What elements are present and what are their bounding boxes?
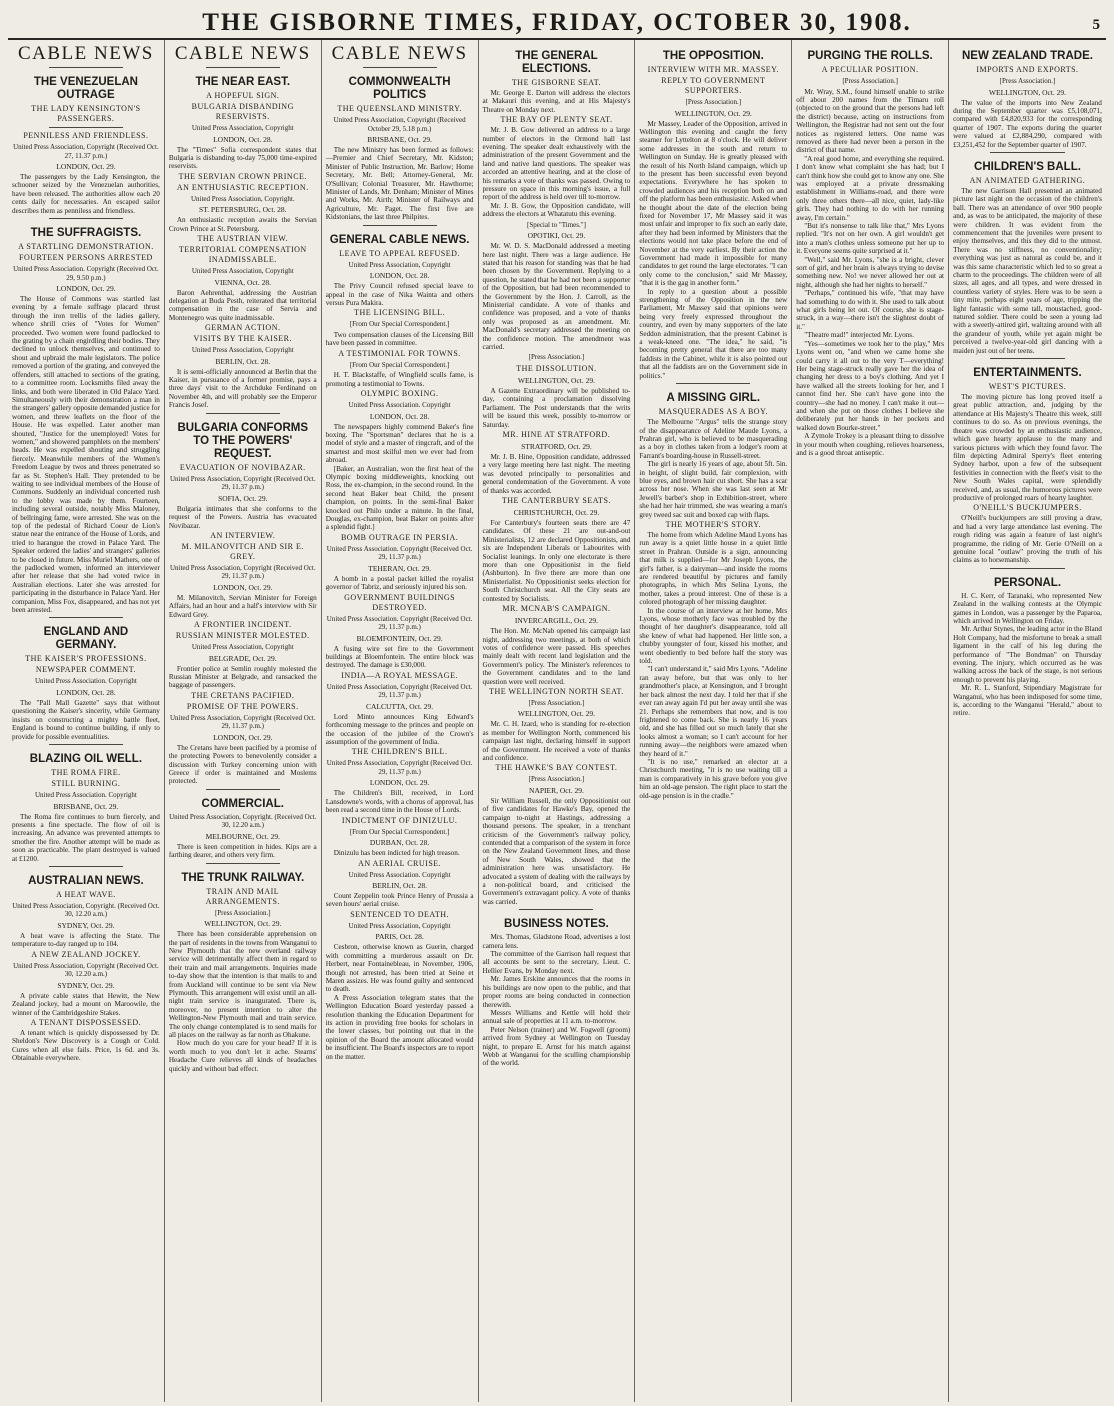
article-subheading: INDIA—A ROYAL MESSAGE. bbox=[341, 670, 458, 680]
section-banner: CABLE NEWS bbox=[174, 43, 311, 64]
dateline: NAPIER, Oct. 29. bbox=[529, 785, 584, 795]
press-credit: United Press Association. Copyright bbox=[348, 870, 451, 879]
article-paragraph: In reply to a question about a possible strengthening of the Opposition in the new Parliament, Mr Massey said that opinions were being very freely expressed throughout the country, and even by many supporters of the late Seddon administration, that the present Cabinet is a weak-kneed one. "The idea," he said, "is becoming pretty general that there are too many faddists in the Cabinet, while it is also pointed out that all the faddists are on the Government side in politics." bbox=[639, 287, 788, 380]
article-subheading: TERRITORIAL COMPENSATION INADMISSABLE. bbox=[178, 245, 307, 265]
press-credit: [Press Association.] bbox=[528, 698, 585, 707]
press-credit: United Press Association, Copyright bbox=[348, 921, 451, 930]
article-subheading: AN AERIAL CRUISE. bbox=[358, 858, 442, 868]
article-headline: THE SUFFRAGISTS. bbox=[30, 227, 142, 240]
article-paragraph: Bulgaria intimates that she conforms to the request of the Powers. Austria has evacuated Novibazar. bbox=[168, 504, 317, 530]
article-headline: GENERAL CABLE NEWS. bbox=[329, 233, 470, 246]
article-paragraph: Mr. C. H. Izard, who is standing for re-election as member for Wellington North, commenced his campaign last night, declaring himself in support of the Government. He received a vote of thanks and confidence. bbox=[482, 720, 631, 763]
article-subheading: THE DISSOLUTION. bbox=[516, 363, 597, 373]
article-headline: ENGLAND AND GERMANY. bbox=[43, 626, 129, 652]
article-paragraph: The Children's Bill, received, in Lord Lansdowne's words, with a chorus of approval, has been read a second time in the House of Lords. bbox=[325, 789, 474, 815]
press-credit: United Press Association, Copyright (Received Oct. 29, 11.37 p.m.) bbox=[326, 682, 473, 700]
dateline: VIENNA, Oct. 28. bbox=[214, 277, 271, 287]
press-credit: United Press Association. Copyright (Received Oct. 29, 9.50 p.m.) bbox=[13, 265, 159, 282]
article-paragraph: The new Ministry has been formed as follows:—Premier and Chief Secretary, Mr. Kidston; Minister of Public Instruction, Mr. Barlow; Home Secretary, Mr. Bell; Attorney-General, Mr. O'Sullivan; Colonial Treasurer, Mr. Hawthorne; Minister of Lands, Mr. Denham; Minister of Mines and Works, Mr. Airth; Minister of Railways and Agriculture, Mr. Paget. The first five are Kidstonians, the last three Philpites. bbox=[325, 146, 474, 222]
press-credit: [Press Association.] bbox=[214, 908, 271, 917]
press-credit: United Press Association, Copyright (Received Oct. 30, 12.20 a.m.) bbox=[13, 961, 159, 979]
article-paragraph: H. T. Blackstaffe, of Wingfield sculls fame, is promoting a testimonial to Towns. bbox=[325, 371, 474, 388]
article-paragraph: A Zymole Trokey is a pleasant thing to dissolve in your mouth when coughing, relieves hoarseness, and is a good throat antiseptic. bbox=[796, 432, 945, 457]
article-subheading: RUSSIAN MINISTER MOLESTED. bbox=[175, 631, 310, 641]
divider bbox=[206, 863, 280, 864]
article-headline: PERSONAL. bbox=[993, 576, 1062, 589]
article-headline: BUSINESS NOTES. bbox=[504, 918, 609, 931]
article-subheading: O'NEILL'S BUCKJUMPERS. bbox=[973, 503, 1082, 513]
article-paragraph: There has been considerable apprehension on the part of residents in the towns from Wanganui to New Plymouth that the new overland railway service will detrimentally affect them in regard to their train and mail arrangements. Inquiries made to-day show that the intention is that mails to and from Auckland will continue to be sent via New Plymouth. This arrangement will exist until an all-night train service is inaugurated. There is, moreover, no present intention to alter the Wellington-New Plymouth mail and train service. The only change contemplated is to send mails for all places on the railway as far north as Ohakune. bbox=[168, 930, 317, 1040]
article-paragraph: "Theatre mad!" interjected Mr. Lyons. bbox=[804, 331, 914, 340]
divider bbox=[363, 225, 437, 226]
article-subheading: BOMB OUTRAGE IN PERSIA. bbox=[340, 532, 459, 542]
press-credit: United Press Association, Copyright (Received October 29, 5.18 p.m.) bbox=[333, 116, 466, 133]
article-paragraph: Mrs. Thomas, Gladstone Road, advertises a lost camera lens. bbox=[482, 933, 631, 950]
article-subheading: MASQUERADES AS A BOY. bbox=[658, 407, 768, 417]
article-paragraph: "Well," said Mr. Lyons, "she is a bright, clever sort of girl, and her brain is always trying to devise something new. No! we never allowed her out at night, although she had her nights to herself." bbox=[796, 255, 945, 289]
article-subheading: M. MILANOVITCH AND SIR E. GREY. bbox=[181, 541, 304, 561]
page-number: 5 bbox=[1092, 17, 1100, 33]
article-subheading: IMPORTS AND EXPORTS. bbox=[976, 65, 1079, 74]
article-subheading: GOVERNMENT BUILDINGS DESTROYED. bbox=[344, 592, 456, 612]
dateline: LONDON, Oct. 29. bbox=[56, 284, 116, 294]
dateline: LONDON, Oct. 29. bbox=[213, 732, 273, 742]
article-subheading: THE QUEENSLAND MINISTRY. bbox=[337, 104, 462, 113]
dateline: LONDON, Oct. 28. bbox=[213, 134, 273, 144]
dateline: INVERCARGILL, Oct. 29. bbox=[514, 616, 599, 626]
article-subheading: VISITS BY THE KAISER. bbox=[193, 334, 293, 344]
divider bbox=[49, 866, 123, 867]
article-paragraph: The moving picture has long proved itself a great public attraction, and, judging by the attendance at His Majesty's Theatre this week, still continues to do so. As on previous evenings, the theatre was crowded by an enthusiastic audience, which gave hearty applause to the many and various pictures with which they found favor. The film depicting Admiral Sperry's fleet entering Sydney harbor, upon a few of the subsequent festivities in connection with the fleet's visit to the New South Wales capital, were splendidly received, and, as usual, the humorous pictures were productive of prolonged roars of hearty laughter. bbox=[953, 393, 1102, 502]
dateline: LONDON, Oct. 29. bbox=[213, 582, 273, 592]
article-paragraph: M. Milanovitch, Servian Minister for Foreign Affairs, had an hour and a half's interview with Sir Edward Grey. bbox=[168, 593, 317, 619]
press-credit: [Press Association.] bbox=[528, 353, 585, 362]
article-paragraph: The "Pall Mall Gazette" says that without questioning the Kaiser's sincerity, while Germany insists on constructing a mighty battle fleet, England is bound to continue building, if only to provide for possible eventualities. bbox=[12, 698, 160, 741]
article-paragraph: For Canterbury's fourteen seats there are 47 candidates. Of these 21 are out-and-out Ministerialists, 12 are declared Oppositionists, and six are Independent Liberals or Labourites with Socialist leanings. In only one electorate is there more than one Oppositionist in the field (Ashburton). In five there are more than one Ministerialist. No Oppositionist seeks election for South Christchurch seat. All the City seats are contested by Socialists. bbox=[482, 519, 631, 603]
press-credit: United Press Association, Copyright bbox=[191, 643, 294, 652]
article-paragraph: The Melbourne "Argus" tells the strange story of the disappearance of Adeline Maude Lyons, a Prahran girl, who is believed to be masquerading as a boy in clothes taken from a lodger's room at Farrant's boarding-house in Russell-street. bbox=[639, 418, 788, 460]
article-paragraph: Two compensation clauses of the Licensing Bill have been passed in committee. bbox=[325, 330, 474, 348]
press-credit: United Press Association, Copyright (Received Oct. 29, 11.37 p.m.) bbox=[169, 713, 316, 731]
divider bbox=[990, 152, 1064, 153]
article-subheading: THE CRETANS PACIFIED. bbox=[191, 690, 295, 700]
article-paragraph: Mr. Arthur Stynes, the leading actor in the Bland Holt Company, had the misfortune to break a small ligament in the calf of his leg during the performance of "The Bondman" on Thursday evening. The injury, which occurred as he was walking across the back of the stage, is not serious enough to prevent his playing. bbox=[953, 625, 1102, 684]
article-paragraph: A tenant which is quickly dispossessed by Dr. Sheldon's New Discovery is a Cough or Cold. Cures when all else fails. Price, 1s 6d. and 3s. Obtainable everywhere. bbox=[12, 1028, 160, 1063]
press-credit: United Press Association, Copyright bbox=[191, 267, 294, 276]
article-paragraph: The girl is nearly 16 years of age, about 5ft. 5in. in height, of slight build, fair complexion, with blue eyes, and brown hair cut short. She has a scar across her nose. When she was last seen at Mr Jewell's barber's shop in Exhibition-street, where she had her hair trimmed, she was wearing a man's grey tweed sac suit and boxed cap with flaps. bbox=[639, 460, 788, 519]
press-credit: United Press Association. Copyright (Received Oct. 29, 11.37 p.m.) bbox=[326, 614, 473, 632]
divider bbox=[206, 789, 280, 790]
article-subheading: NEWSPAPER COMMENT. bbox=[35, 665, 136, 675]
article-paragraph: O'Neill's buckjumpers are still proving a draw, and had a very large attendance last evening. The rough riding was again a feature of last night's programme, the riding of Mr. Gerie O'Neill on a genuine local "outlaw" proving the truth of his claims as to horsemanship. bbox=[953, 514, 1102, 565]
divider bbox=[49, 127, 123, 128]
article-subheading: INTERVIEW WITH MR. MASSEY. bbox=[647, 65, 779, 74]
dateline: STRATFORD, Oct. 29. bbox=[521, 442, 592, 451]
press-credit: [From Our Special Correspondent.] bbox=[349, 827, 450, 836]
newspaper-column bbox=[8, 40, 165, 1402]
article-paragraph: The House of Commons was startled last evening by a female suffrage placard thrust through the iron trellis of the ladies gallery, whence shrill cries of "Votes for Women" proceeded. Two women were found padlocked to the grating by a chain engirdling their bodies. They declined to unlock themselves, and continued to shout and upbraid the male legislators. The police removed a portion of the grating, and conveyed the offenders, still attached to sections of the grating, to a committee room. Locksmiths filed away the links, and both were liberated in Old Palace Yard. Simultaneously with their demonstration a man in the strangers' gallery opposite demanded justice for women, and threw leaflets on the floor of the House. He was expelled. Later another man shouted, "Justice for the unemployed! Votes for women," and showered pamphlets on the members' heads. He was expelled shouting and struggling fiercely. Meanwhile members of the Women's Freedom League by twos and threes penetrated so far as St. Stephen's Hall. They pretended to be waiting to see individual members of the House of Commons. Suddenly an individual concerted rush to the lobby was made by them. Fourteen, including several outside, notably Miss Maloney, of bellringing fame, were arrested. She was on the top of the pedestal of Richard Coeur de Lion's statue near the entrance of the House of Lords, and tried to harangue the crowd in Palace Yard. The Speaker ordered the ladies' and strangers' galleries to be closed in future. Miss Muriel Mathers, one of the padlocked women, informed an interviewer after her release that she had voted twice in Australian elections. Later she was arrested for participating in the disturbance in Palace Yard. Her companion, Miss Fox, disappeared, and has not yet been arrested. bbox=[12, 295, 160, 615]
press-credit: United Press Association. Copyright bbox=[34, 791, 137, 799]
press-credit: United Press Association. Copyright (Received Oct. 29, 11.37 p.m.) bbox=[326, 544, 473, 562]
article-subheading: THE ROMA FIRE. bbox=[51, 768, 121, 777]
article-subheading: STILL BURNING. bbox=[51, 779, 121, 788]
columns-container bbox=[8, 40, 1106, 1402]
article-paragraph: A Gazette Extraordinary will be published to-day, containing a proclamation dissolving Parliament. The Post understands that the writs will be issued this week, possibly to-morrow or Saturday. bbox=[482, 386, 631, 429]
article-headline: CHILDREN'S BALL. bbox=[974, 160, 1081, 173]
article-subheading: PROMISE OF THE POWERS. bbox=[186, 701, 299, 711]
article-subheading: REPLY TO GOVERNMENT SUPPORTERS. bbox=[661, 76, 766, 95]
divider bbox=[990, 358, 1064, 359]
article-paragraph: There is keen competition in hides. Kips are a farthing dearer, and others very firm. bbox=[168, 842, 317, 860]
divider bbox=[206, 67, 280, 68]
article-paragraph: Count Zeppelin took Prince Henry of Prussia a seven hours' aerial cruise. bbox=[325, 892, 474, 909]
article-headline: THE GENERAL ELECTIONS. bbox=[515, 50, 598, 75]
press-credit: United Press Association, Copyright (Received Oct. 29, 11.37 p.m.) bbox=[169, 474, 316, 492]
article-headline: BULGARIA CONFORMS TO THE POWERS' REQUEST. bbox=[177, 421, 309, 460]
article-subheading: THE KAISER'S PROFESSIONS. bbox=[25, 654, 147, 664]
article-paragraph: The Roma fire continues to burn fiercely, and presents a fine spectacle. The flow of oil is increasing. An advance was prevented attempts to smother the fire. Another attempt will be made as soon as practicable. The plant destroyed is valued at £1200. bbox=[12, 812, 160, 863]
dateline: OPOTIKI, Oct. 29. bbox=[527, 231, 586, 241]
article-subheading: A TESTIMONIAL FOR TOWNS. bbox=[338, 348, 461, 358]
article-subheading: THE SERVIAN CROWN PRINCE. bbox=[178, 171, 307, 181]
article-paragraph: A Press Association telegram states that the Wellington Education Board yesterday passed a resolution thanking the Education Department for its action in providing free books for scholars in the lower classes, but pointing out that in the opinion of the Board the amount allocated would be insufficient. The Board's inspectors are to report on the matter. bbox=[325, 993, 474, 1061]
article-subheading: THE GISBORNE SEAT. bbox=[511, 78, 601, 87]
press-credit: United Press Association, Copyright bbox=[191, 346, 294, 355]
article-paragraph: Peter Nelson (trainer) and W. Fogwell (groom) arrived from Sydney at Wellington on Tuesday night, to prepare E. Arnst for his match against Webb at Wanganui for the sculling championship of the world. bbox=[482, 1025, 631, 1068]
dateline: TEHERAN, Oct. 29. bbox=[368, 563, 431, 573]
article-subheading: EVACUATION OF NOVIBAZAR. bbox=[179, 462, 306, 472]
article-paragraph: An enthusiastic reception awaits the Servian Crown Prince at St. Petersburg. bbox=[168, 216, 317, 233]
article-paragraph: Mr. George E. Darton will address the electors at Makauri this evening, and at His Majesty's Theatre on Monday next. bbox=[482, 89, 631, 114]
newspaper-column bbox=[635, 40, 792, 1402]
article-subheading: AN ENTHUSIASTIC RECEPTION. bbox=[176, 182, 309, 192]
article-paragraph: "I can't understand it," said Mrs Lyons. "Adeline ran away before, but that was only to her grandmother's place, at Kensington, and I brought her back almost the next day. I told her that if she ever ran away again I'd put her away until she was 21. Perhaps she remembers that now, and is too frightened to come back. She is nearly 16 years old, and she has filled out so much lately that she looks almost a woman; so I can't account for her running away—the neighbors were amazed when they heard of it." bbox=[639, 665, 788, 758]
section-banner: CABLE NEWS bbox=[17, 43, 154, 64]
article-paragraph: [Baker, an Australian, won the first heat of the Olympic boxing middleweights, knocking out Ross, the ex-champion, in the second round. In the second heat Baker beat Child, the present champion, on points. In the semi-final Baker knocked out Philo under a minute. In the final, Douglas, ex-champion, beat Baker on points after a splendid fight.] bbox=[325, 464, 474, 532]
article-subheading: AN ANIMATED GATHERING. bbox=[969, 175, 1086, 185]
dateline: ST. PETERSBURG, Oct. 28. bbox=[198, 205, 287, 215]
article-headline: AUSTRALIAN NEWS. bbox=[28, 874, 144, 887]
article-headline: COMMONWEALTH POLITICS bbox=[348, 76, 451, 101]
dateline: CALCUTTA, Oct. 29. bbox=[366, 701, 434, 711]
article-subheading: A PECULIAR POSITION. bbox=[821, 65, 919, 74]
article-paragraph: Frontier police at Semlin roughly molested the Russian Minister at Belgrade, and ransacked the baggage of passengers. bbox=[168, 664, 317, 690]
dateline: SOFIA, Oct. 29. bbox=[218, 493, 268, 503]
article-paragraph: It is semi-officially announced at Berlin that the Kaiser, in pursuance of a former promise, pays a three days' visit to the Archduke Ferdinand on November 4th, and will probably see the Emperor Francis Josef. bbox=[168, 367, 317, 410]
divider bbox=[990, 568, 1064, 569]
article-paragraph: Mr. J. B. Gow, the Opposition candidate, will address the electors at Whatatutu this evening. bbox=[482, 201, 631, 219]
dateline: DURBAN, Oct. 28. bbox=[369, 838, 430, 848]
article-subheading: THE HAWKE'S BAY CONTEST. bbox=[495, 763, 618, 773]
divider bbox=[519, 909, 593, 910]
article-subheading: THE AUSTRIAN VIEW. bbox=[197, 234, 289, 244]
article-paragraph: A bomb in a postal packet killed the royalist governor of Tabriz, and seriously injured his son. bbox=[325, 574, 474, 592]
press-credit: [Press Association.] bbox=[842, 77, 898, 85]
article-paragraph: "A real good home, and everything she required. I don't know what complaint she has had; but I can't think how she could get to know any one. She was employed at a private dressmaking establishment in Williams-road, and there were only three others there—all nice, quiet, lady-like girls. They had nothing to do with her running away, I'm certain." bbox=[796, 154, 945, 222]
article-paragraph: In the course of an interview at her home, Mrs Lyons, whose motherly face was troubled by the thought of her daughter's disappearance, told all she knew of what had happened. Her little son, a chubby youngster of four, kissed his mother, and went obediently to bed before half the story was told. bbox=[639, 606, 788, 666]
article-paragraph: Mr. R. L. Stanford, Stipendiary Magistrate for Wanganui, who has been indisposed for some time, is, according to the Wanganui "Herald," about to retire. bbox=[953, 684, 1102, 718]
article-paragraph: Cesbron, otherwise known as Guerin, charged with committing a murderous assault on Dr. Herbert, near Fontainebleau, in November, 1906, though not arrested, has been tried at Seine et Maren assizes. He was found guilty and sentenced to death. bbox=[325, 943, 474, 994]
article-subheading: MR. HINE AT STRATFORD. bbox=[502, 430, 611, 439]
dateline: BELGRADE, Oct. 29. bbox=[208, 653, 277, 663]
divider bbox=[363, 67, 437, 68]
article-headline: ENTERTAINMENTS. bbox=[973, 367, 1082, 380]
newspaper-column bbox=[949, 40, 1106, 1402]
press-credit: [Press Association.] bbox=[999, 77, 1056, 85]
press-credit: [Press Association.] bbox=[528, 775, 585, 784]
dateline: SYDNEY, Oct. 29. bbox=[57, 920, 115, 930]
article-paragraph: "It is no use," remarked an elector at a Christchurch meeting, "it is no use waiting till a man is comparatively in his grave before you give him an old-age pension. The right place to start the old-age pension is in the cradle." bbox=[639, 757, 788, 800]
article-headline: THE VENEZUELAN OUTRAGE bbox=[33, 76, 138, 101]
press-credit: United Press Association, Copyright (Received Oct. 29, 11.37 p.m.) bbox=[169, 563, 316, 581]
article-subheading: A HOPEFUL SIGN. bbox=[206, 91, 280, 100]
masthead bbox=[8, 4, 1106, 40]
article-paragraph: Baron Aehrenthal, addressing the Austrian delegation at Buda Pesth, reiterated that territorial compensation in the case of Servia and Montenegro was quite inadmissable. bbox=[168, 288, 317, 322]
article-subheading: A HEAT WAVE. bbox=[56, 889, 116, 899]
article-subheading: THE BAY OF PLENTY SEAT. bbox=[500, 115, 613, 125]
section-banner: CABLE NEWS bbox=[331, 43, 468, 64]
dateline: WELLINGTON, Oct. 29. bbox=[517, 375, 596, 385]
article-paragraph: H. C. Kerr, of Taranaki, who represented New Zealand in the walking contests at the Olympic games in London, was a passenger by the Paparoa, which arrived in Wellington on Friday. bbox=[953, 591, 1102, 625]
press-credit: United Press Association, Copyright. bbox=[190, 194, 295, 203]
article-subheading: WEST'S PICTURES. bbox=[988, 382, 1067, 392]
press-credit: [From Our Special Correspondent.] bbox=[349, 320, 450, 329]
article-paragraph: Mr. James Erskine announces that the rooms in his buildings are now open to the public, and that proper rooms are being conducted in connection therewith. bbox=[482, 975, 631, 1009]
article-headline: COMMERCIAL. bbox=[201, 797, 284, 810]
press-credit: United Press Association, Copyright (Received Oct. 27, 11.37 p.m.) bbox=[13, 143, 159, 160]
article-paragraph: The Privy Council refused special leave to appeal in the case of Nika Wainta and others versus Pura Makira. bbox=[325, 282, 474, 307]
article-paragraph: The Hon. Mr. McNab opened his campaign last night, addressing two meetings, at both of which votes of confidence were passed. His speeches mainly dealt with recent land legislation and the Government's policy. The Minister's references to the Government candidates and to the land question were well received. bbox=[482, 627, 631, 686]
article-subheading: THE CHILDREN'S BILL. bbox=[351, 747, 448, 757]
article-headline: THE NEAR EAST. bbox=[195, 76, 291, 88]
article-paragraph: "But it's nonsense to talk like that," Mrs Lyons replied. "It's not on her own. A girl wouldn't get into a man's clothes unless someone put her up to it. Everyone seems quite surprised at it." bbox=[796, 222, 945, 256]
press-credit: United Press Association. Copyright bbox=[348, 401, 451, 409]
article-paragraph: Lord Minto announces King Edward's forthcoming message to the princes and people on the occasion of the jubilee of the Crown's assumption of the government of India. bbox=[325, 712, 474, 747]
article-subheading: LEAVE TO APPEAL REFUSED. bbox=[339, 248, 460, 258]
article-paragraph: Mr. W. D. S. MacDonald addressed a meeting here last night. There was a large audience. He stated that his reason for standing was that he had been chosen by the Government. Replying to a question, he stated that he had not been a supporter of the Opposition, but had been recommended to the Government by the Hon. J. Carroll, as the Ministerial candidate. A vote of thanks and confidence was proposed, and a vote of thanks only was proposed as an amendment. Mr. MacDonald's secretary addressed the meeting on the confidence motion. The amendment was carried. bbox=[482, 242, 631, 352]
article-subheading: GERMAN ACTION. bbox=[205, 323, 281, 333]
article-paragraph: Mr. J. B. Gow delivered an address to a large number of electors in the Ormond hall last evening. The speaker dealt exhaustively with the administration of the present Government and the land and native land questions. The speaker was accorded an attentive hearing, and at the close of his remarks a vote of thanks was passed. Owing to pressure on space in this morning's issue, a full report of the address is held over till to-morrow. bbox=[482, 126, 631, 202]
article-paragraph: Dinizulu has been indicted for high treason. bbox=[333, 849, 460, 858]
dateline: LONDON, Oct. 28. bbox=[369, 271, 430, 281]
newspaper-column bbox=[322, 40, 479, 1402]
press-credit: [Press Association.] bbox=[685, 98, 742, 106]
article-headline: THE TRUNK RAILWAY. bbox=[181, 871, 305, 884]
article-paragraph: Mr. J. B. Hine, Opposition candidate, addressed a very large meeting here last night. The meeting was devoted principally to personalities and general condemnation of the Government. A vote of thanks was accorded. bbox=[482, 453, 631, 495]
article-paragraph: "Yes—sometimes we took her to the play," Mrs Lyons went on, "and when we came home she could carry it all out to the very T—everything! Her being stage-struck really gave her the idea of changing her dress to a boy's clothing. And yet I have walked all the streets looking for her, and I cannot find her. She can't have gone into the country—she had no money. I can't make it out—and when she put on those clothes I believe she deliberately put her hands in her pockets and walked down Bourke-street." bbox=[796, 339, 945, 432]
article-subheading: THE CANTERBURY SEATS. bbox=[501, 496, 611, 506]
press-credit: United Press Association, Copyright. (Received Oct. 30, 12.20 a.m.) bbox=[12, 901, 160, 919]
divider bbox=[49, 67, 123, 68]
article-subheading: PENNILESS AND FRIENDLESS. bbox=[23, 131, 149, 140]
press-credit: [Special to "Times."] bbox=[526, 220, 586, 229]
article-subheading: THE LICENSING BILL. bbox=[354, 308, 446, 318]
article-paragraph: Mr Massey, Leader of the Opposition, arrived in Wellington this evening and caught the ferry steamer for Lyttelton at 8 o'clock. He will deliver some addresses in the south and return to Wellington on Sunday. He is greatly pleased with the result of his North Island campaign, which up to the present has been successful even beyond expectations. Everywhere he has spoken to crowded audiences and his reception both on and off the platform has been enthusiastic. Asked when he thought about the date of the election being fixed for November 17, Mr Massey said it was most unfair and improper to fix such an early date, after they had been informed by Ministers that the elections would not take place before the end of November at the very earliest. By their action the Government had made it impossible for many candidates to get round the large electorates. "I can only come to the conclusion," said Mr Massey, "that it is the gag in another form." bbox=[639, 119, 788, 288]
article-headline: NEW ZEALAND TRADE. bbox=[962, 50, 1093, 62]
divider bbox=[49, 617, 123, 618]
article-paragraph: Sir William Russell, the only Oppositionist out of five candidates for Hawke's Bay, opened the campaign to-night at Hastings, addressing a thousand persons. The speaker, in a trenchant criticism of the Government's railway policy, contended that a comparison of the system in force on the New Zealand Government lines, and those of New South Wales, showed that the administration here was unsatisfactory. He advocated a system of dealing with the railways by a non-political board, and criticised the Government's extravagant policy. A vote of thanks was carried. bbox=[482, 796, 631, 906]
article-paragraph: The "Times" Sofia correspondent states that Bulgaria is disbanding to-day 75,000 time-expired reservists. bbox=[168, 145, 317, 171]
article-paragraph: How much do you care for your head? If it is worth much to you don't let it ache. Stearns' Headache Cure relieves all kinds of headaches quickly and without bad effect. bbox=[168, 1039, 317, 1073]
divider bbox=[206, 413, 280, 414]
article-subheading: FOURTEEN PERSONS ARRESTED bbox=[19, 253, 153, 263]
dateline: MELBOURNE, Oct. 29. bbox=[205, 831, 280, 841]
dateline: BLOEMFONTEIN, Oct. 29. bbox=[356, 633, 443, 643]
press-credit: United Press Association, Copyright bbox=[191, 124, 294, 132]
article-paragraph: A private cable states that Hewitt, the New Zealand jockey, had a mount on Maroowile, the winner of the Cambridgeshire Stakes. bbox=[12, 991, 160, 1017]
article-paragraph: The new Garrison Hall presented an animated picture last night on the occasion of the children's ball. There was an attendance of over 900 people and, as was to be anticipated, the majority of these were children. It was evident from the commencement that the juveniles were present to enjoy themselves, and this they did to the utmost. There was no stiffness, no conventionality; everything was just as natural as could be, and it was this same characteristic which led to so great a charm to the proceedings. The children were of all sizes, all ages, and all types, and were dressed in countless variety of styles. Here was to be seen a tiny mite, perhaps eight years of age, tripping the light fantastic with some tall, moustached, good-natured soldier. There could be seen a young lad with a sweetly-attired girl, waltzing around with all the grandeur of youth, while yet again might be perceived a twelve-year-old girl dancing with a maiden just out of her teens. bbox=[953, 186, 1102, 355]
article-headline: PURGING THE ROLLS. bbox=[807, 50, 933, 62]
article-headline: THE OPPOSITION. bbox=[662, 50, 764, 62]
article-headline: A MISSING GIRL. bbox=[666, 392, 761, 405]
divider bbox=[49, 744, 123, 745]
article-paragraph: A fusing wire set fire to the Government buildings at Bloemfontein. The entire block was destroyed. The damage is £30,000. bbox=[325, 644, 474, 670]
article-paragraph: Messrs Williams and Kettle will hold their annual sale of properties at 11 a.m. to-morrow. bbox=[482, 1008, 631, 1026]
article-paragraph: The Cretans have been pacified by a promise of the protecting Powers to benevolently consider a discussion with Turkey concerning union with Greece if order is maintained and Moslems protected. bbox=[168, 743, 317, 786]
press-credit: United Press Association, Copyright. (Received Oct. 30, 12.20 a.m.) bbox=[169, 812, 317, 830]
dateline: WELLINGTON, Oct. 29. bbox=[988, 87, 1067, 97]
article-paragraph: Mr. Wray, S.M., found himself unable to strike off about 200 names from the Timaru roll (objected to on the ground that the persons had left the district) because, acting on instructions from Wellington, the Registrar had not sent out the four notices as registered letters. One name was removed as there had never been a person in the district of that name. bbox=[796, 87, 945, 155]
article-headline: BLAZING OIL WELL. bbox=[29, 753, 143, 765]
divider bbox=[676, 383, 750, 384]
article-subheading: THE LADY KENSINGTON'S PASSENGERS. bbox=[31, 104, 141, 123]
dateline: CHRISTCHURCH, Oct. 29. bbox=[513, 508, 600, 518]
article-paragraph: The newspapers highly commend Baker's fine boxing. The "Sportsman" declares that he is a model of style and a master of ringcraft, and of the smartest and most skilful men we ever had from abroad. bbox=[325, 422, 474, 465]
article-paragraph: The value of the imports into New Zealand during the September quarter was £5,108,071, compared with £4,820,933 for the corresponding quarter of 1907. The exports during the quarter were valued at £2,884,290, compared with £3,251,452 for the September quarter of 1907. bbox=[953, 98, 1102, 149]
dateline: BRISBANE, Oct. 29. bbox=[53, 801, 119, 811]
press-credit: United Press Association. Copyright bbox=[34, 677, 137, 686]
article-subheading: TRAIN AND MAIL ARRANGEMENTS. bbox=[205, 886, 280, 906]
article-subheading: OLYMPIC BOXING. bbox=[360, 389, 439, 398]
article-subheading: INDICTMENT OF DINIZULU. bbox=[341, 815, 458, 825]
article-paragraph: The home from which Adeline Maud Lyons has run away is a quiet little house in a quiet little street in Prahran. Outside is a sign, announcing that milk is supplied—for Mr Joseph Lyons, the girl's father, is a dairyman—and inside the rooms are rendered beautiful by pictures and family photographs, in which Mrs Selina Lyons, the mother, takes a proud interest. One of these is a colored photograph of her missing daughter. bbox=[639, 530, 788, 607]
dateline: LONDON, Oct. 29. bbox=[56, 162, 116, 171]
newspaper-title: THE GISBORNE TIMES, FRIDAY, OCTOBER 30, 1908. bbox=[202, 9, 912, 36]
article-subheading: A TENANT DISPOSSESSED. bbox=[30, 1017, 142, 1027]
newspaper-column bbox=[792, 40, 949, 1402]
dateline: BERLIN, Oct. 28. bbox=[215, 356, 271, 366]
dateline: LONDON, Oct. 28. bbox=[56, 687, 116, 697]
article-subheading: A NEW ZEALAND JOCKEY. bbox=[31, 949, 141, 959]
article-subheading: THE WELLINGTON NORTH SEAT. bbox=[489, 686, 624, 696]
article-paragraph: The passengers by the Lady Kensington, the schooner seized by the Venezuelan authorities, have been released. The authorities allow each 20 cents daily for necessaries. An escaped sailor describes them as penniless and friendless. bbox=[12, 173, 160, 215]
dateline: LONDON, Oct. 29. bbox=[369, 778, 430, 788]
article-subheading: A FRONTIER INCIDENT. bbox=[193, 620, 292, 630]
dateline: WELLINGTON, Oct. 29. bbox=[674, 108, 752, 118]
newspaper-column bbox=[479, 40, 636, 1402]
article-subheading: A STARTLING DEMONSTRATION. bbox=[18, 242, 154, 252]
press-credit: United Press Association, Copyright bbox=[348, 260, 451, 269]
divider bbox=[49, 218, 123, 219]
article-subheading: AN INTERVIEW. bbox=[210, 530, 276, 540]
article-paragraph: The committee of the Garrison hall request that all accounts be sent to the secretary, Lieut. C. Hellier Evans, by Monday next. bbox=[482, 950, 631, 975]
dateline: WELLINGTON, Oct. 29. bbox=[517, 709, 596, 719]
article-subheading: MR. MCNAB'S CAMPAIGN. bbox=[502, 604, 611, 614]
article-subheading: BULGARIA DISBANDING RESERVISTS. bbox=[191, 102, 294, 121]
dateline: SYDNEY, Oct. 29. bbox=[57, 980, 115, 990]
article-subheading: THE MOTHER'S STORY. bbox=[665, 519, 761, 529]
article-paragraph: "Perhaps," continued his wife, "that may have had something to do with it. She used to talk about what girls being let out. Of course, she is stage-struck, in a way—there isn't the slightest doubt of it." bbox=[796, 289, 945, 331]
dateline: LONDON, Oct. 28. bbox=[369, 411, 430, 421]
press-credit: [From Our Special Correspondent.] bbox=[349, 360, 450, 369]
article-paragraph: A heat wave is affecting the State. The temperature to-day ranged up to 104. bbox=[12, 931, 160, 949]
press-credit: United Press Association, Copyright (Received Oct. 29, 11.37 p.m.) bbox=[326, 759, 473, 776]
newspaper-column bbox=[165, 40, 322, 1402]
article-subheading: SENTENCED TO DEATH. bbox=[350, 909, 449, 919]
dateline: WELLINGTON, Oct. 29. bbox=[204, 919, 282, 929]
dateline: BERLIN, Oct. 28. bbox=[372, 881, 427, 891]
dateline: BRISBANE, Oct. 29. bbox=[367, 135, 432, 144]
dateline: PARIS, Oct. 28. bbox=[375, 932, 424, 942]
